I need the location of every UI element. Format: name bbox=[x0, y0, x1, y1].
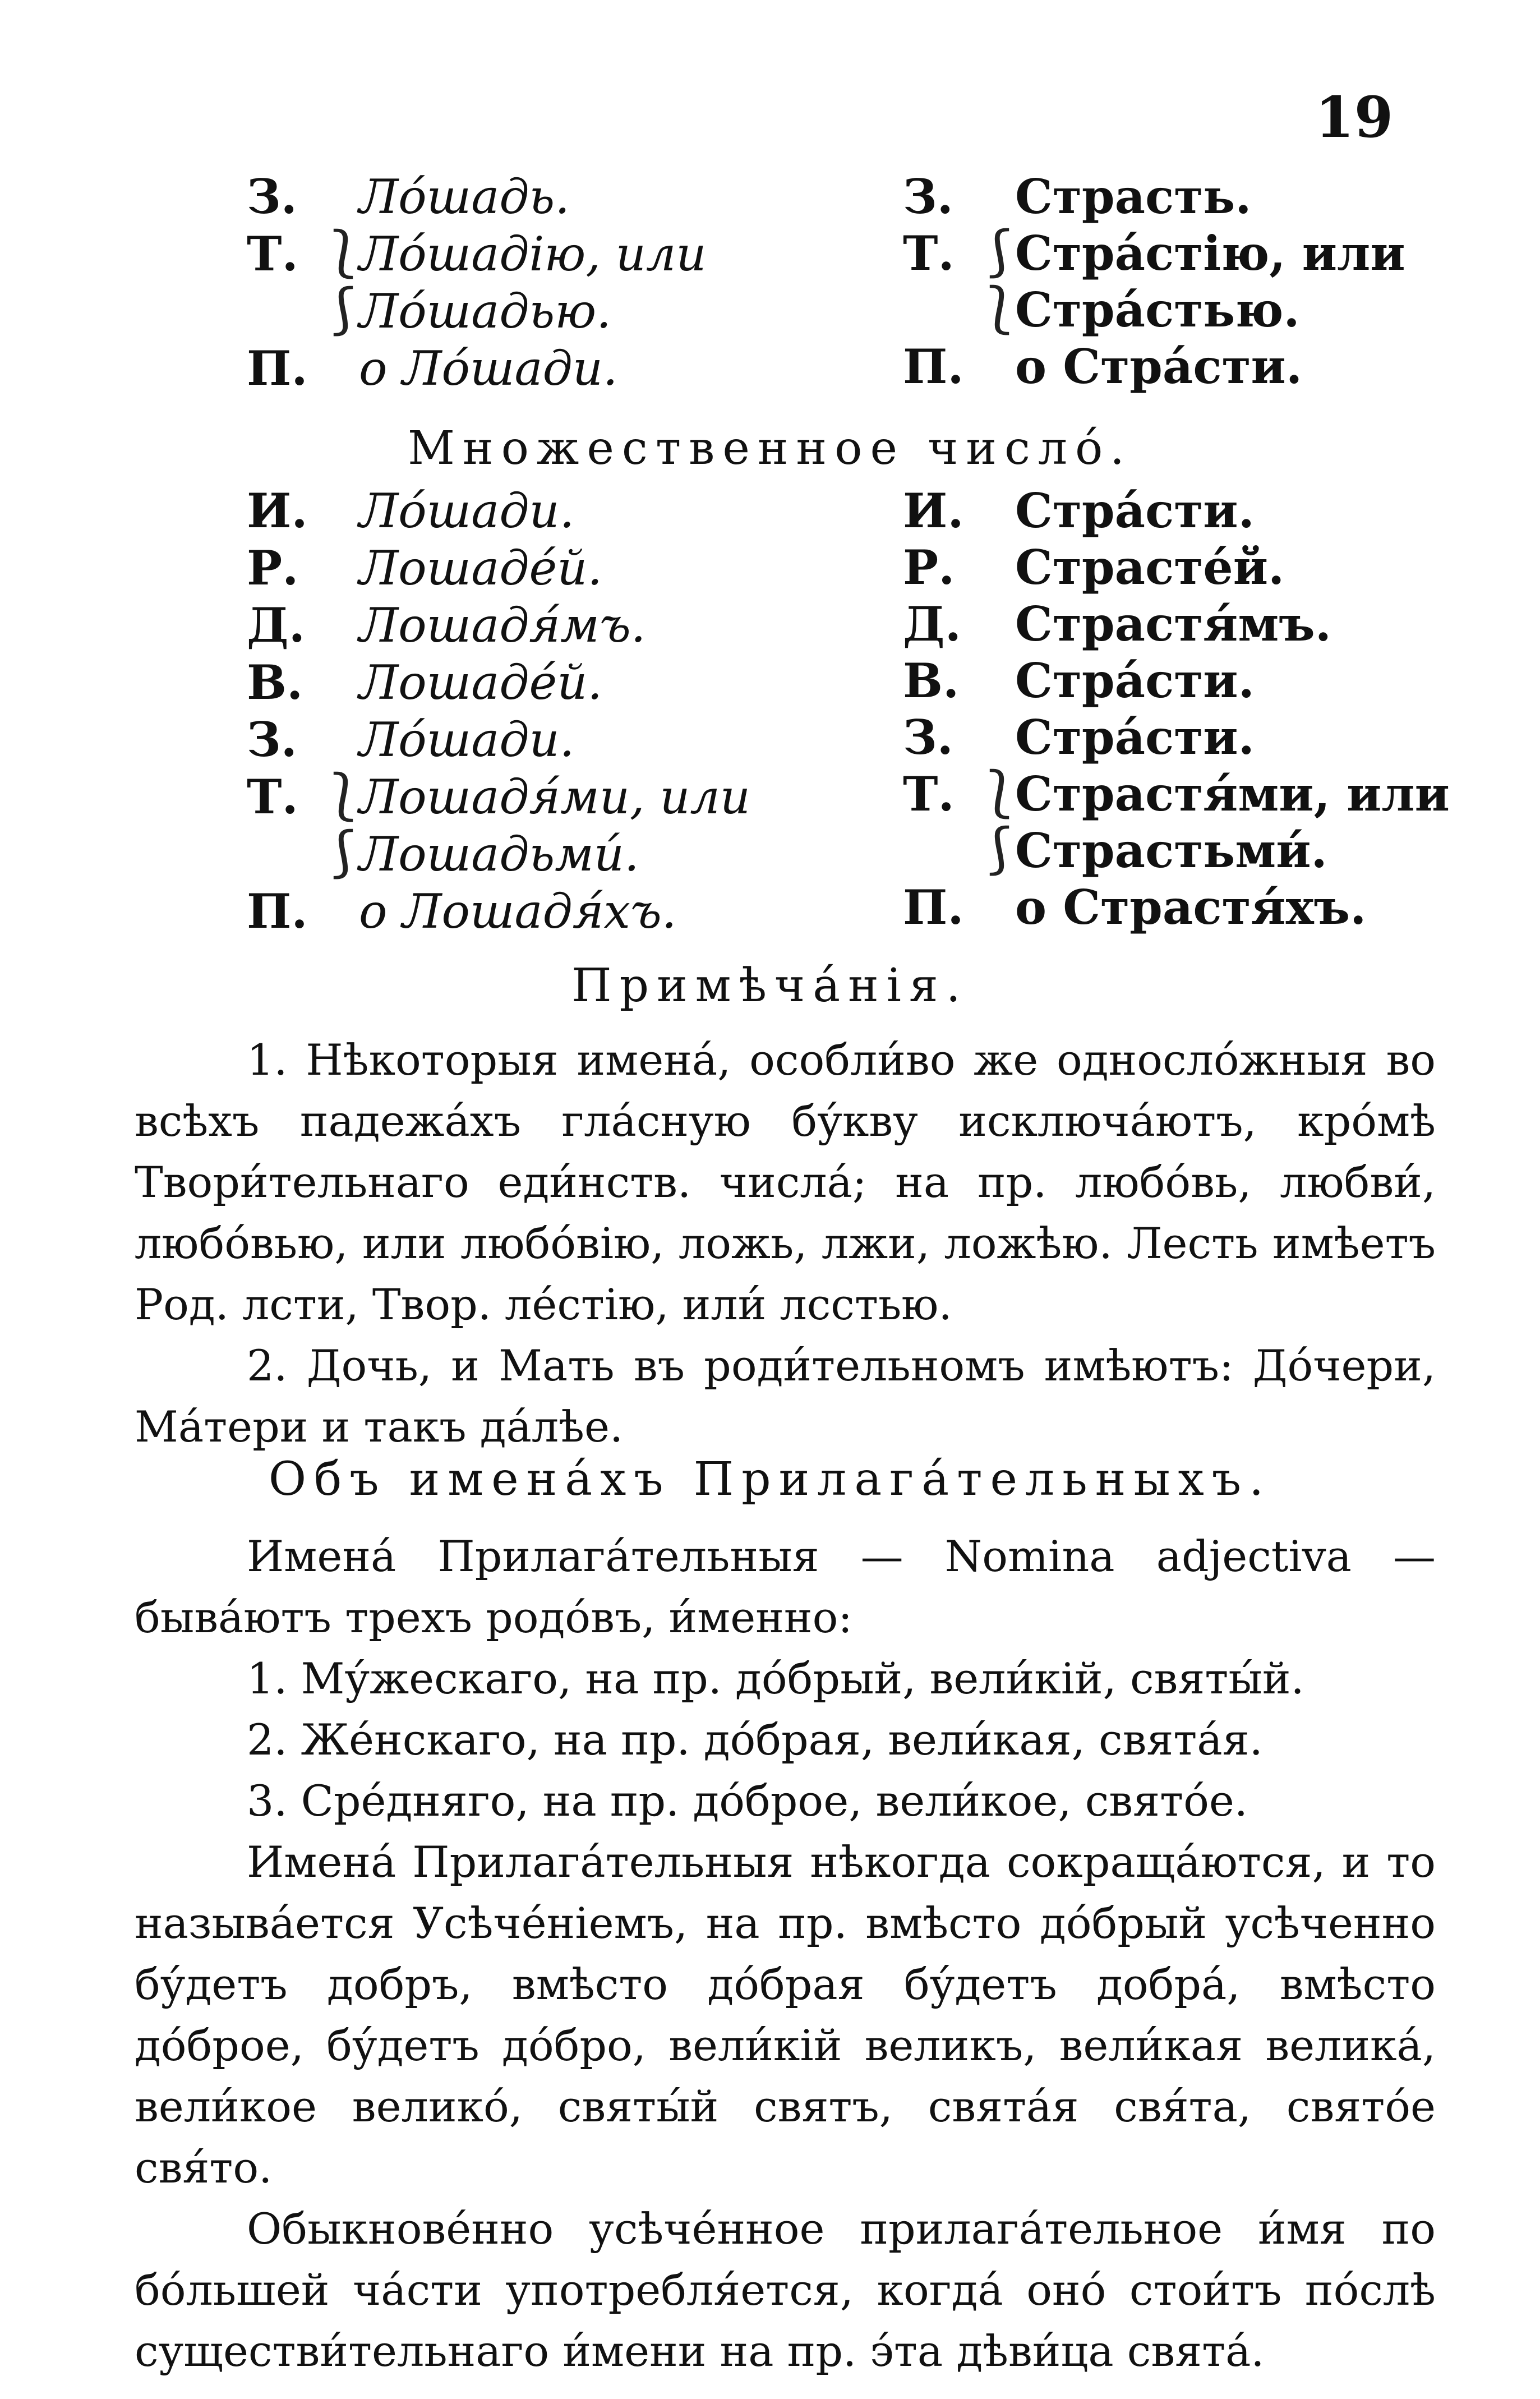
case-line: П. о Лошадя́хъ. bbox=[247, 883, 677, 939]
case-line: Р. Лошадéй. bbox=[247, 540, 603, 596]
gender-neuter: 3. Срéдняго, на пр. дóброе, вели́кое, святóе. bbox=[247, 1776, 1248, 1826]
brace-icon: ⎰ bbox=[320, 283, 367, 339]
case-line: Т. ⎱ Страстя́ми, или bbox=[903, 766, 1450, 822]
adjectives-heading: Объ именáхъ Прилагáтельныхъ. bbox=[268, 1453, 1272, 1506]
declension-column-loshad bbox=[247, 168, 824, 397]
brace-icon: ⎱ bbox=[976, 766, 1023, 822]
brace-icon: ⎱ bbox=[320, 226, 367, 282]
case-line: В. Стрáсти. bbox=[903, 653, 1255, 708]
case-line: Д. Лошадя́мъ. bbox=[247, 597, 646, 653]
case-line: Т. ⎱ Лóшадію, или bbox=[247, 226, 707, 282]
case-line: Д. Страстя́мъ. bbox=[903, 596, 1331, 652]
adjectives-block bbox=[135, 1526, 1436, 2382]
case-line: П. о Стрáсти. bbox=[903, 339, 1303, 394]
note-2: 2. Дочь, и Мать въ роди́тельномъ имѣютъ: Дóчери, Мáтери и такъ дáлѣе. bbox=[135, 1341, 1436, 1452]
case-line: З. Стрáсти. bbox=[903, 710, 1255, 765]
plural-column-strast bbox=[903, 482, 1453, 940]
plural-column-loshad bbox=[247, 482, 824, 940]
case-line: З. Лóшади. bbox=[247, 712, 575, 767]
plural-declension bbox=[247, 482, 1453, 940]
notes-heading: Примѣчáнія. bbox=[571, 959, 969, 1012]
brace-icon: ⎰ bbox=[976, 225, 1023, 281]
case-line: З. Страсть. bbox=[903, 169, 1252, 224]
brace-icon: ⎰ bbox=[320, 826, 367, 882]
brace-icon: ⎱ bbox=[320, 769, 367, 825]
declension-column-strast bbox=[903, 168, 1453, 397]
brace-icon: ⎱ bbox=[976, 282, 1023, 338]
adjectives-intro: Именá Прилагáтельныя — Nomina adjectiva — бывáютъ трехъ родóвъ, и́менно: bbox=[135, 1531, 1436, 1642]
gender-feminine: 2. Жéнскаго, на пр. дóбрая, вели́кая, святáя. bbox=[247, 1715, 1263, 1765]
case-line: ⎰ Лошадьми́. bbox=[320, 826, 639, 882]
case-line: И. Лóшади. bbox=[247, 483, 575, 538]
singular-declension bbox=[247, 168, 1453, 397]
paragraph-usage: Обыкновéнно усѣчéнное прилагáтельное и́мя по бóльшей чáсти употребля́ется, когдá онó стои́тъ пóслѣ существи́тельнаго и́мени на пр. э́та дѣви́ца святá. bbox=[135, 2204, 1436, 2376]
page-number: 19 bbox=[1315, 84, 1394, 150]
case-line: Т. ⎱ Лошадя́ми, или bbox=[247, 769, 751, 825]
case-line: П. о Лóшади. bbox=[247, 340, 618, 396]
case-line: В. Лошадéй. bbox=[247, 655, 603, 710]
gender-masculine: 1. Му́жескаго, на пр. дóбрый, вели́кій, святы́й. bbox=[247, 1654, 1304, 1703]
case-line: Т. ⎰ Стрáстію, или bbox=[903, 225, 1405, 281]
case-line: ⎱ Стрáстью. bbox=[976, 282, 1300, 338]
paragraph-short-form: Именá Прилагáтельныя нѣкогда сокращáются, и то называ́ется Усѣчéніемъ, на пр. вмѣсто дóбрый усѣченно бу́детъ добръ, вмѣсто дóбрая бу́детъ добрá, вмѣсто дóброе, бу́детъ дóбро, вели́кій великъ, вели́кая великá, вели́кое великó, святы́й святъ, святáя свя́та, святóе свя́то. bbox=[135, 1837, 1436, 2193]
case-line: П. о Страстя́хъ. bbox=[903, 880, 1367, 935]
case-line: З. Лóшадь. bbox=[247, 169, 570, 224]
plural-heading: Множественное числó. bbox=[407, 422, 1133, 475]
case-line: ⎰ Лóшадью. bbox=[320, 283, 611, 339]
case-line: И. Стрáсти. bbox=[903, 483, 1255, 538]
case-line: Р. Страстéй. bbox=[903, 540, 1285, 595]
note-1: 1. Нѣкоторыя именá, особли́во же односло́жныя во всѣхъ падежáхъ глáсную бу́кву исключáютъ, крóмѣ Твори́тельнаго еди́нств. числá; на пр. любóвь, любви́, любóвью, или любóвію, ложь, лжи, ложѣю. Лесть имѣетъ Род. лсти, Твор. лéстію, или́ лсстью. bbox=[135, 1035, 1436, 1329]
case-line: ⎰ Страстьми́. bbox=[976, 823, 1327, 878]
notes-block bbox=[135, 1029, 1436, 1457]
brace-icon: ⎰ bbox=[976, 823, 1023, 878]
